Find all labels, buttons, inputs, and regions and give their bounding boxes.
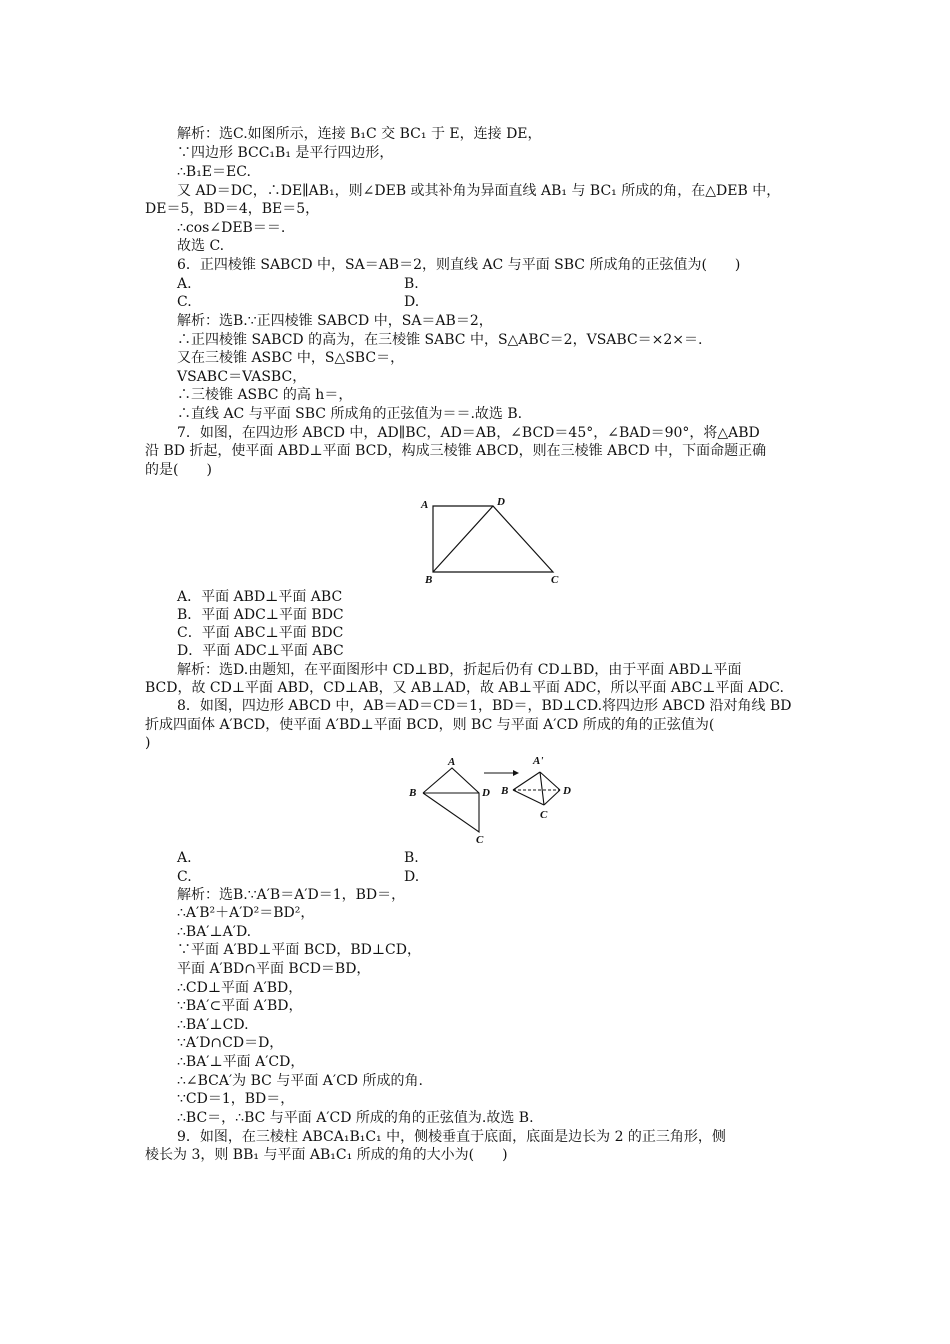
text-line: ∴cos∠DEB＝＝.	[177, 220, 286, 236]
text-line: ∴直线 AC 与平面 SBC 所成角的正弦值为＝＝.故选 B.	[177, 406, 523, 422]
text-line: 故选 C.	[177, 238, 225, 254]
text-line: 棱长为 3，则 BB₁ 与平面 AB₁C₁ 所成的角的大小为( )	[145, 1147, 508, 1163]
option-b: B.	[404, 850, 419, 866]
label-d: D	[482, 787, 490, 799]
label-a: A	[421, 499, 429, 511]
question-7: 7．如图，在四边形 ABCD 中，AD∥BC，AD＝AB，∠BCD＝45°，∠BAD＝90°，将△ABD	[177, 425, 760, 441]
label-a-prime: A'	[533, 755, 544, 767]
text-line: ∵BA′⊂平面 A′BD，	[177, 998, 303, 1014]
text-line: 又在三棱锥 ASBC 中，S△SBC＝，	[177, 350, 405, 366]
text-line: 的是( )	[145, 462, 212, 478]
text-line: ∴正四棱锥 SABCD 的高为，在三棱锥 SABC 中，S△ABC＝2，VSABC＝×2×＝.	[177, 332, 703, 348]
label-d: D	[497, 496, 505, 508]
text-line: ∵CD＝1，BD＝，	[177, 1091, 295, 1107]
option-c: C.	[177, 294, 192, 310]
text-line: 解析：选D.由题知，在平面图形中 CD⊥BD，折起后仍有 CD⊥BD，由于平面 ABD⊥平面	[177, 662, 742, 678]
option-b: B．平面 ADC⊥平面 BDC	[177, 607, 344, 623]
text-line: 折成四面体 A′BCD，使平面 A′BD⊥平面 BCD，则 BC 与平面 A′CD 所成的角的正弦值为(	[145, 717, 715, 733]
text-line: ∴BC＝，∴BC 与平面 A′CD 所成的角的正弦值为.故选 B.	[177, 1110, 534, 1126]
option-c: C．平面 ABC⊥平面 BDC	[177, 625, 344, 641]
option-d: D．平面 ADC⊥平面 ABC	[177, 643, 344, 659]
option-b: B.	[404, 276, 419, 292]
text-line: ∴∠BCA′为 BC 与平面 A′CD 所成的角.	[177, 1073, 423, 1089]
text-line: 解析：选C.如图所示，连接 B₁C 交 BC₁ 于 E，连接 DE，	[177, 126, 542, 142]
label-c: C	[540, 809, 548, 821]
arrow-head	[513, 770, 519, 776]
text-line: ∵A′D∩CD＝D，	[177, 1035, 284, 1051]
text-line: ∴B₁E＝EC.	[177, 164, 251, 180]
option-a: A.	[177, 276, 192, 292]
text-line: ∴CD⊥平面 A′BD，	[177, 980, 303, 996]
text-line: ∴三棱锥 ASBC 的高 h＝，	[177, 387, 353, 403]
text-line: ∴BA′⊥CD.	[177, 1017, 249, 1033]
option-d: D.	[404, 869, 420, 885]
text-line: DE＝5，BD＝4，BE＝5，	[145, 201, 320, 217]
text-line: 解析：选B.∵A′B＝A′D＝1，BD＝，	[177, 887, 406, 903]
text-line: )	[145, 735, 151, 751]
label-c: C	[551, 574, 559, 586]
figure-8-folding	[405, 750, 585, 850]
question-6: 6．正四棱锥 SABCD 中，SA＝AB＝2，则直线 AC 与平面 SBC 所成角的正弦值为( )	[177, 257, 741, 273]
label-b: B	[425, 574, 433, 586]
text-line: ∴BA′⊥A′D.	[177, 924, 252, 940]
option-a: A．平面 ABD⊥平面 ABC	[177, 589, 343, 605]
text-line: VSABC＝VASBC，	[177, 369, 307, 385]
option-c: C.	[177, 869, 192, 885]
question-8: 8．如图，四边形 ABCD 中，AB＝AD＝CD＝1，BD＝，BD⊥CD.将四边形 ABCD 沿对角线 BD	[177, 698, 792, 714]
label-a: A	[448, 756, 456, 768]
option-d: D.	[404, 294, 420, 310]
text-line: ∵四边形 BCC₁B₁ 是平行四边形，	[177, 145, 394, 161]
text-line: BCD，故 CD⊥平面 ABD，CD⊥AB，又 AB⊥AD，故 AB⊥平面 ADC，所以平面 ABC⊥平面 ADC.	[145, 680, 784, 696]
text-line: ∴BA′⊥平面 A′CD，	[177, 1054, 305, 1070]
text-line: 沿 BD 折起，使平面 ABD⊥平面 BCD，构成三棱锥 ABCD，则在三棱锥 ABCD 中，下面命题正确	[145, 443, 767, 459]
text-line: 平面 A′BD∩平面 BCD＝BD，	[177, 961, 371, 977]
label-b: B	[409, 787, 417, 799]
text-line: ∴A′B²＋A′D²＝BD²，	[177, 905, 315, 921]
figure-7-quadrilateral	[415, 494, 575, 586]
text-line: ∵平面 A′BD⊥平面 BCD，BD⊥CD，	[177, 942, 421, 958]
label-b: B	[501, 785, 509, 797]
text-line: 解析：选B.∵正四棱锥 SABCD 中，SA＝AB＝2，	[177, 313, 493, 329]
option-a: A.	[177, 850, 192, 866]
label-c: C	[476, 834, 484, 846]
text-line: 又 AD＝DC，∴DE∥AB₁，则∠DEB 或其补角为异面直线 AB₁ 与 BC₁ 所成的角，在△DEB 中，	[177, 183, 781, 199]
question-9: 9．如图，在三棱柱 ABCA₁B₁C₁ 中，侧棱垂直于底面，底面是边长为 2 的正三角形，侧	[177, 1129, 726, 1145]
label-d: D	[563, 785, 571, 797]
